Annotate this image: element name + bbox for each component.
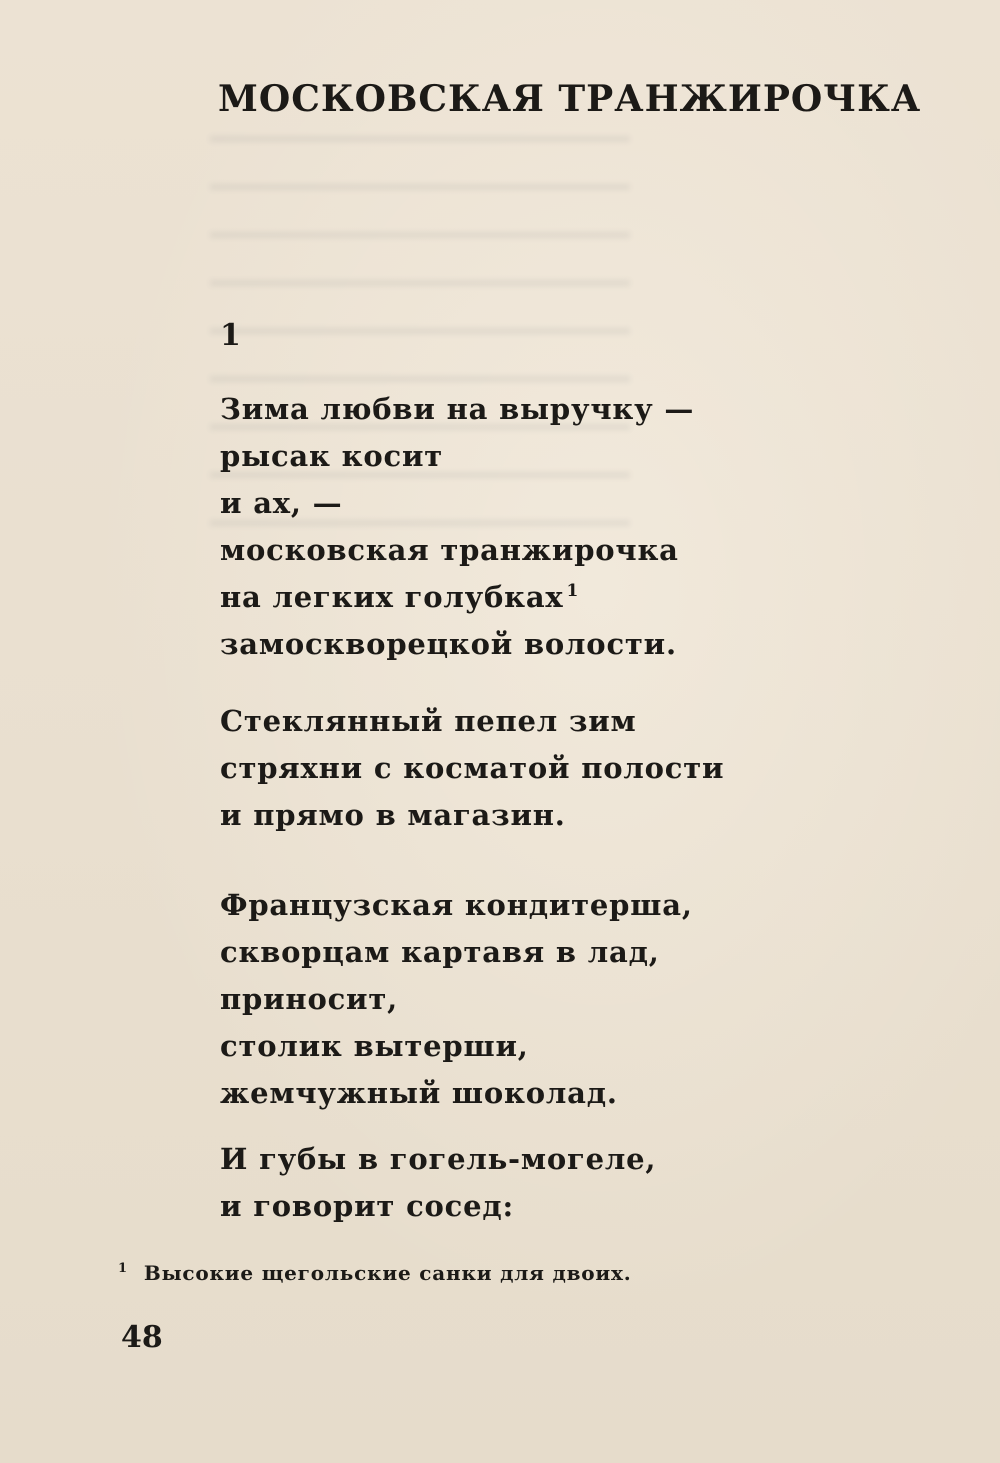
poem-line: и говорит сосед: <box>220 1189 515 1223</box>
poem-line: приносит, <box>220 982 399 1016</box>
stanza-1 <box>220 386 694 668</box>
poem-line: Зима любви на выручку — <box>220 392 695 426</box>
poem-line: стряхни с косматой полости <box>220 751 725 785</box>
poem-line: И губы в гогель-могеле, <box>220 1142 657 1176</box>
footnote-text: Высокие щегольские санки для двоих. <box>143 1261 632 1285</box>
stanza-2 <box>220 698 724 839</box>
poem-line: замоскворецкой волости. <box>220 627 677 661</box>
poem-line: скворцам картавя в лад, <box>220 935 660 969</box>
poem-line-text: на легких голубках <box>220 580 564 614</box>
poem-line: жемчужный шоколад. <box>220 1076 618 1110</box>
section-number: 1 <box>220 318 241 353</box>
footnote <box>118 1261 632 1285</box>
poem-line-with-footnote <box>220 574 694 621</box>
poem-line: и ах, — <box>220 486 343 520</box>
poem-line: Стеклянный пепел зим <box>220 704 637 738</box>
poem-title: МОСКОВСКАЯ ТРАНЖИРОЧКА <box>218 78 922 120</box>
stanza-3 <box>220 882 693 1117</box>
page-number: 48 <box>121 1320 163 1355</box>
footnote-marker: 1 <box>566 581 580 602</box>
poem-line: столик вытерши, <box>220 1029 529 1063</box>
poem-line: рысак косит <box>220 439 444 473</box>
footnote-number: 1 <box>118 1261 128 1277</box>
poem-line: и прямо в магазин. <box>220 798 566 832</box>
poem-line: московская транжирочка <box>220 533 679 567</box>
poem-line: Французская кондитерша, <box>220 888 693 922</box>
stanza-4 <box>220 1136 656 1230</box>
